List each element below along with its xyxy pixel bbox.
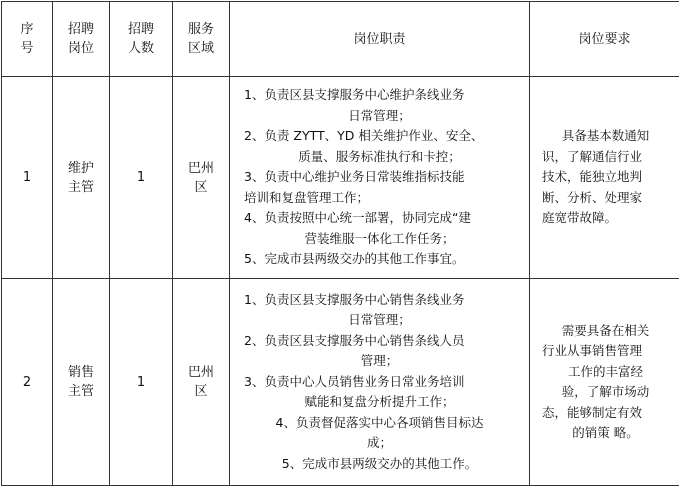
- duty-line: 4、负责督促落实中心各项销售目标达: [238, 413, 521, 434]
- row-position: 维护 主管: [53, 77, 110, 279]
- recruitment-table: [0, 1, 679, 488]
- header-area: 服务 区域: [173, 2, 230, 77]
- req-line: 行业从事销售管理: [542, 341, 669, 362]
- req-line: 识，了解通信行业: [542, 147, 669, 168]
- duty-line: 5、完成市县两级交办的其他工作事宜。: [238, 249, 521, 270]
- row-count: 1: [110, 77, 173, 279]
- req-line: 的销策 略。: [542, 423, 669, 444]
- row-requirements: [530, 279, 679, 486]
- req-line: 验，了解市场动: [542, 382, 669, 403]
- req-line: 态，能够制定有效: [542, 403, 669, 424]
- row-no: 1: [2, 77, 53, 279]
- row-no: 2: [2, 279, 53, 486]
- table-row: [2, 279, 679, 486]
- duty-line: 2、负责区县支撑服务中心销售条线人员: [238, 331, 521, 352]
- duty-line: 3、负责中心维护业务日常装维指标技能: [238, 167, 521, 188]
- header-position: 招聘 岗位: [53, 2, 110, 77]
- duty-line: 5、完成市县两级交办的其他工作。: [238, 454, 521, 475]
- duty-line: 营装维服一体化工作任务；: [238, 229, 521, 250]
- table-row: [2, 77, 679, 279]
- duty-line: 日常管理；: [238, 310, 521, 331]
- header-requirements: 岗位要求: [530, 2, 679, 77]
- req-line: 工作的丰富经: [542, 362, 669, 383]
- duty-line: 管理；: [238, 351, 521, 372]
- row-area: 巴州 区: [173, 77, 230, 279]
- req-line: 断、分析、处理家: [542, 188, 669, 209]
- duty-line: 日常管理；: [238, 106, 521, 127]
- row-area: 巴州 区: [173, 279, 230, 486]
- header-duties: 岗位职责: [230, 2, 530, 77]
- row-duties: [230, 279, 530, 486]
- row-count: 1: [110, 279, 173, 486]
- req-line: 庭宽带故障。: [542, 208, 669, 229]
- header-no: 序 号: [2, 2, 53, 77]
- header-count: 招聘 人数: [110, 2, 173, 77]
- duty-line: 质量、服务标准执行和卡控；: [238, 147, 521, 168]
- duty-line: 3、负责中心人员销售业务日常业务培训: [238, 372, 521, 393]
- req-line: 技术，能独立地判: [542, 167, 669, 188]
- req-line: 具备基本数通知: [542, 126, 669, 147]
- header-row: [2, 2, 679, 77]
- row-requirements: [530, 77, 679, 279]
- duty-line: 成；: [238, 433, 521, 454]
- duty-line: 1、负责区县支撑服务中心销售条线业务: [238, 290, 521, 311]
- duty-line: 赋能和复盘分析提升工作；: [238, 392, 521, 413]
- duty-line: 2、负责 ZYTT、YD 相关维护作业、安全、: [238, 126, 521, 147]
- duty-line: 4、负责按照中心统一部署，协同完成“建: [238, 208, 521, 229]
- row-position: 销售 主管: [53, 279, 110, 486]
- duty-line: 培训和复盘管理工作；: [238, 188, 521, 209]
- req-line: 需要具备在相关: [542, 321, 669, 342]
- row-duties: [230, 77, 530, 279]
- duty-line: 1、负责区县支撑服务中心维护条线业务: [238, 85, 521, 106]
